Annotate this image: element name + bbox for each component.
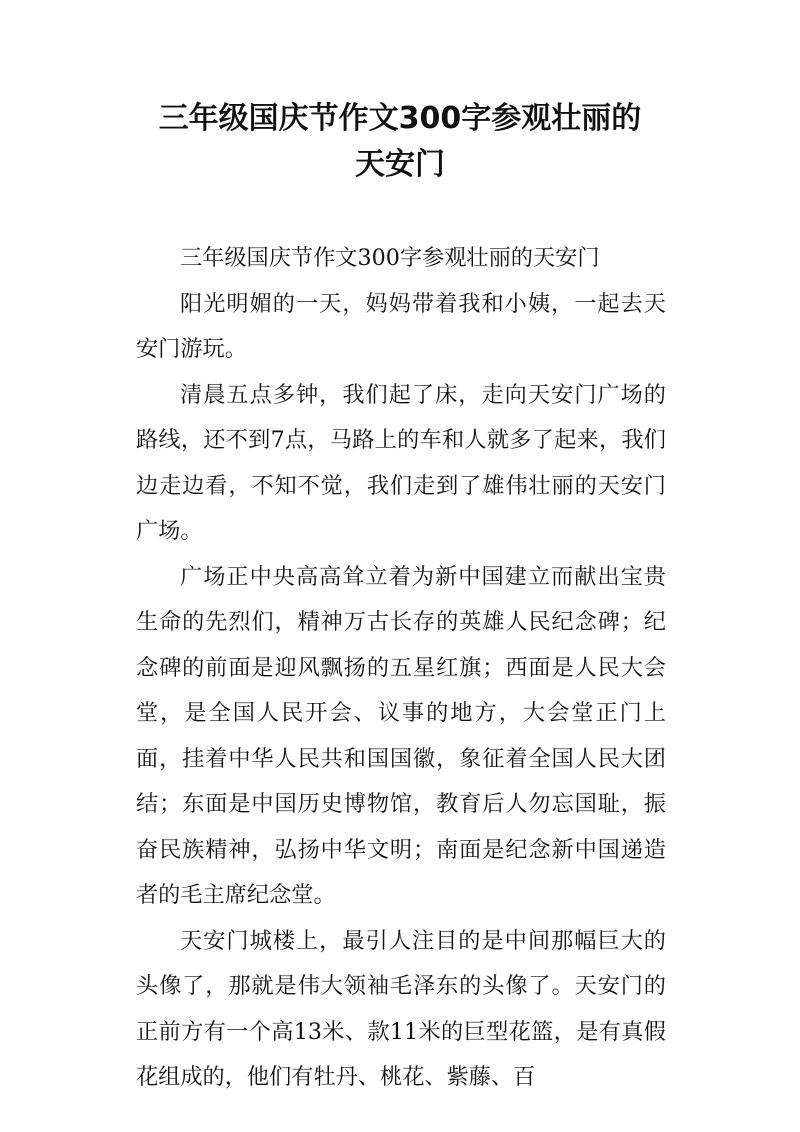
page-title [100, 96, 700, 188]
paragraph-morning: 清晨五点多钟，我们起了床，走向天安门广场的路线，还不到7点，马路上的车和人就多了起来，我们边走边看，不知不觉，我们走到了雄伟壮丽的天安门广场。 [136, 381, 666, 544]
paragraph-intro: 阳光明媚的一天，妈妈带着我和小姨，一起去天安门游玩。 [136, 290, 666, 362]
title-line-2: 天安门 [355, 147, 445, 182]
paragraph-tower: 天安门城楼上，最引人注目的是中间那幅巨大的头像了，那就是伟大领袖毛泽东的头像了。天安门的正前方有一个高13米、款11米的巨型花篮，是有真假花组成的，他们有牡丹、桃花、紫藤、百 [136, 927, 666, 1090]
paragraph-square: 广场正中央高高耸立着为新中国建立而献出宝贵生命的先烈们，精神万古长存的英雄人民纪念碑；纪念碑的前面是迎风飘扬的五星红旗；西面是人民大会堂，是全国人民开会、议事的地方，大会堂正门上面，挂着中华人民共和国国徽，象征着全国人民大团结；东面是中国历史博物馆，教育后人勿忘国耻，振奋民族精神，弘扬中华文明；南面是纪念新中国递造者的毛主席纪念堂。 [136, 563, 666, 908]
essay-body [136, 236, 666, 1101]
title-line-1: 三年级国庆节作文300字参观壮丽的 [158, 101, 642, 136]
paragraph-subtitle: 三年级国庆节作文300字参观壮丽的天安门 [180, 245, 600, 271]
